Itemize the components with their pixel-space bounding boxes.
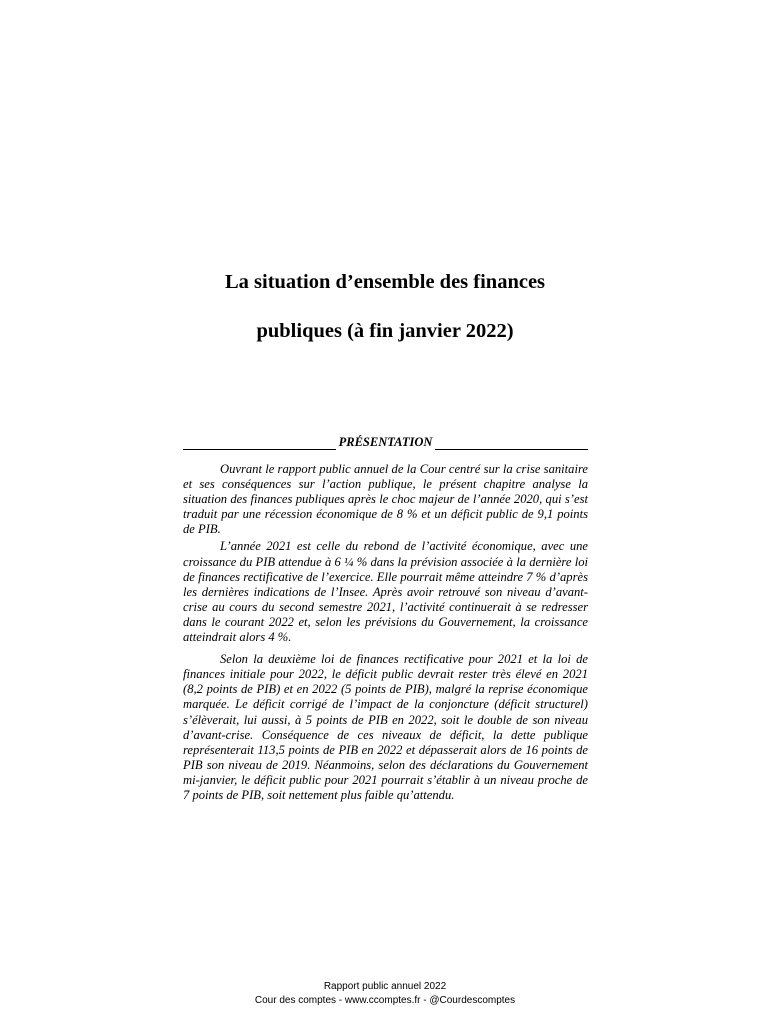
page-title-line-1: La situation d’ensemble des finances (224, 271, 546, 293)
paragraph-2: L’année 2021 est celle du rebond de l’activité économique, avec une croissance du PIB attendue à 6 ¼ % dans la prévision associée à la dernière loi de finances rectificative de l’exercice. Elle pourrait même atteindre 7 % d’après les dernières indications de l’Insee. Après avoir retrouvé son niveau d’avant-crise au cours du second semestre 2021, l’activité continuerait à se redresser dans le courant 2022 et, selon les prévisions du Gouvernement, la croissance atteindrait alors 4 %. (183, 539, 588, 645)
heading-rule-right (435, 438, 588, 450)
footer-publisher: Cour des comptes - www.ccomptes.fr - @Courdescomptes (254, 995, 516, 1006)
page-title-line-2: publiques (à fin janvier 2022) (256, 320, 514, 342)
footer-report-title: Rapport public annuel 2022 (323, 981, 447, 992)
presentation-body (183, 462, 588, 803)
heading-rule-left (183, 438, 336, 450)
section-heading-label: PRÉSENTATION (338, 435, 433, 449)
paragraph-3: Selon la deuxième loi de finances rectificative pour 2021 et la loi de finances initiale pour 2022, le déficit public devrait rester très élevé en 2021 (8,2 points de PIB) et en 2022 (5 points de PIB), malgré la reprise économique marquée. Le déficit corrigé de l’impact de la conjoncture (déficit structurel) s’élèverait, lui aussi, à 5 points de PIB en 2022, soit le double de son niveau d’avant-crise. Conséquence de ces niveaux de déficit, la dette publique représenterait 113,5 points de PIB en 2022 et dépasserait alors de 16 points de PIB son niveau de 2019. Néanmoins, selon des déclarations du Gouvernement mi-janvier, le déficit public pour 2021 pourrait s’établir à un niveau proche de 7 points de PIB, soit nettement plus faible qu’attendu. (183, 652, 588, 802)
section-heading (183, 434, 588, 450)
paragraph-1: Ouvrant le rapport public annuel de la Cour centré sur la crise sanitaire et ses conséquences sur l’action publique, le présent chapitre analyse la situation des finances publiques après le choc majeur de l’année 2020, qui s’est traduit par une récession économique de 8 % et un déficit public de 9,1 points de PIB. (183, 462, 588, 537)
